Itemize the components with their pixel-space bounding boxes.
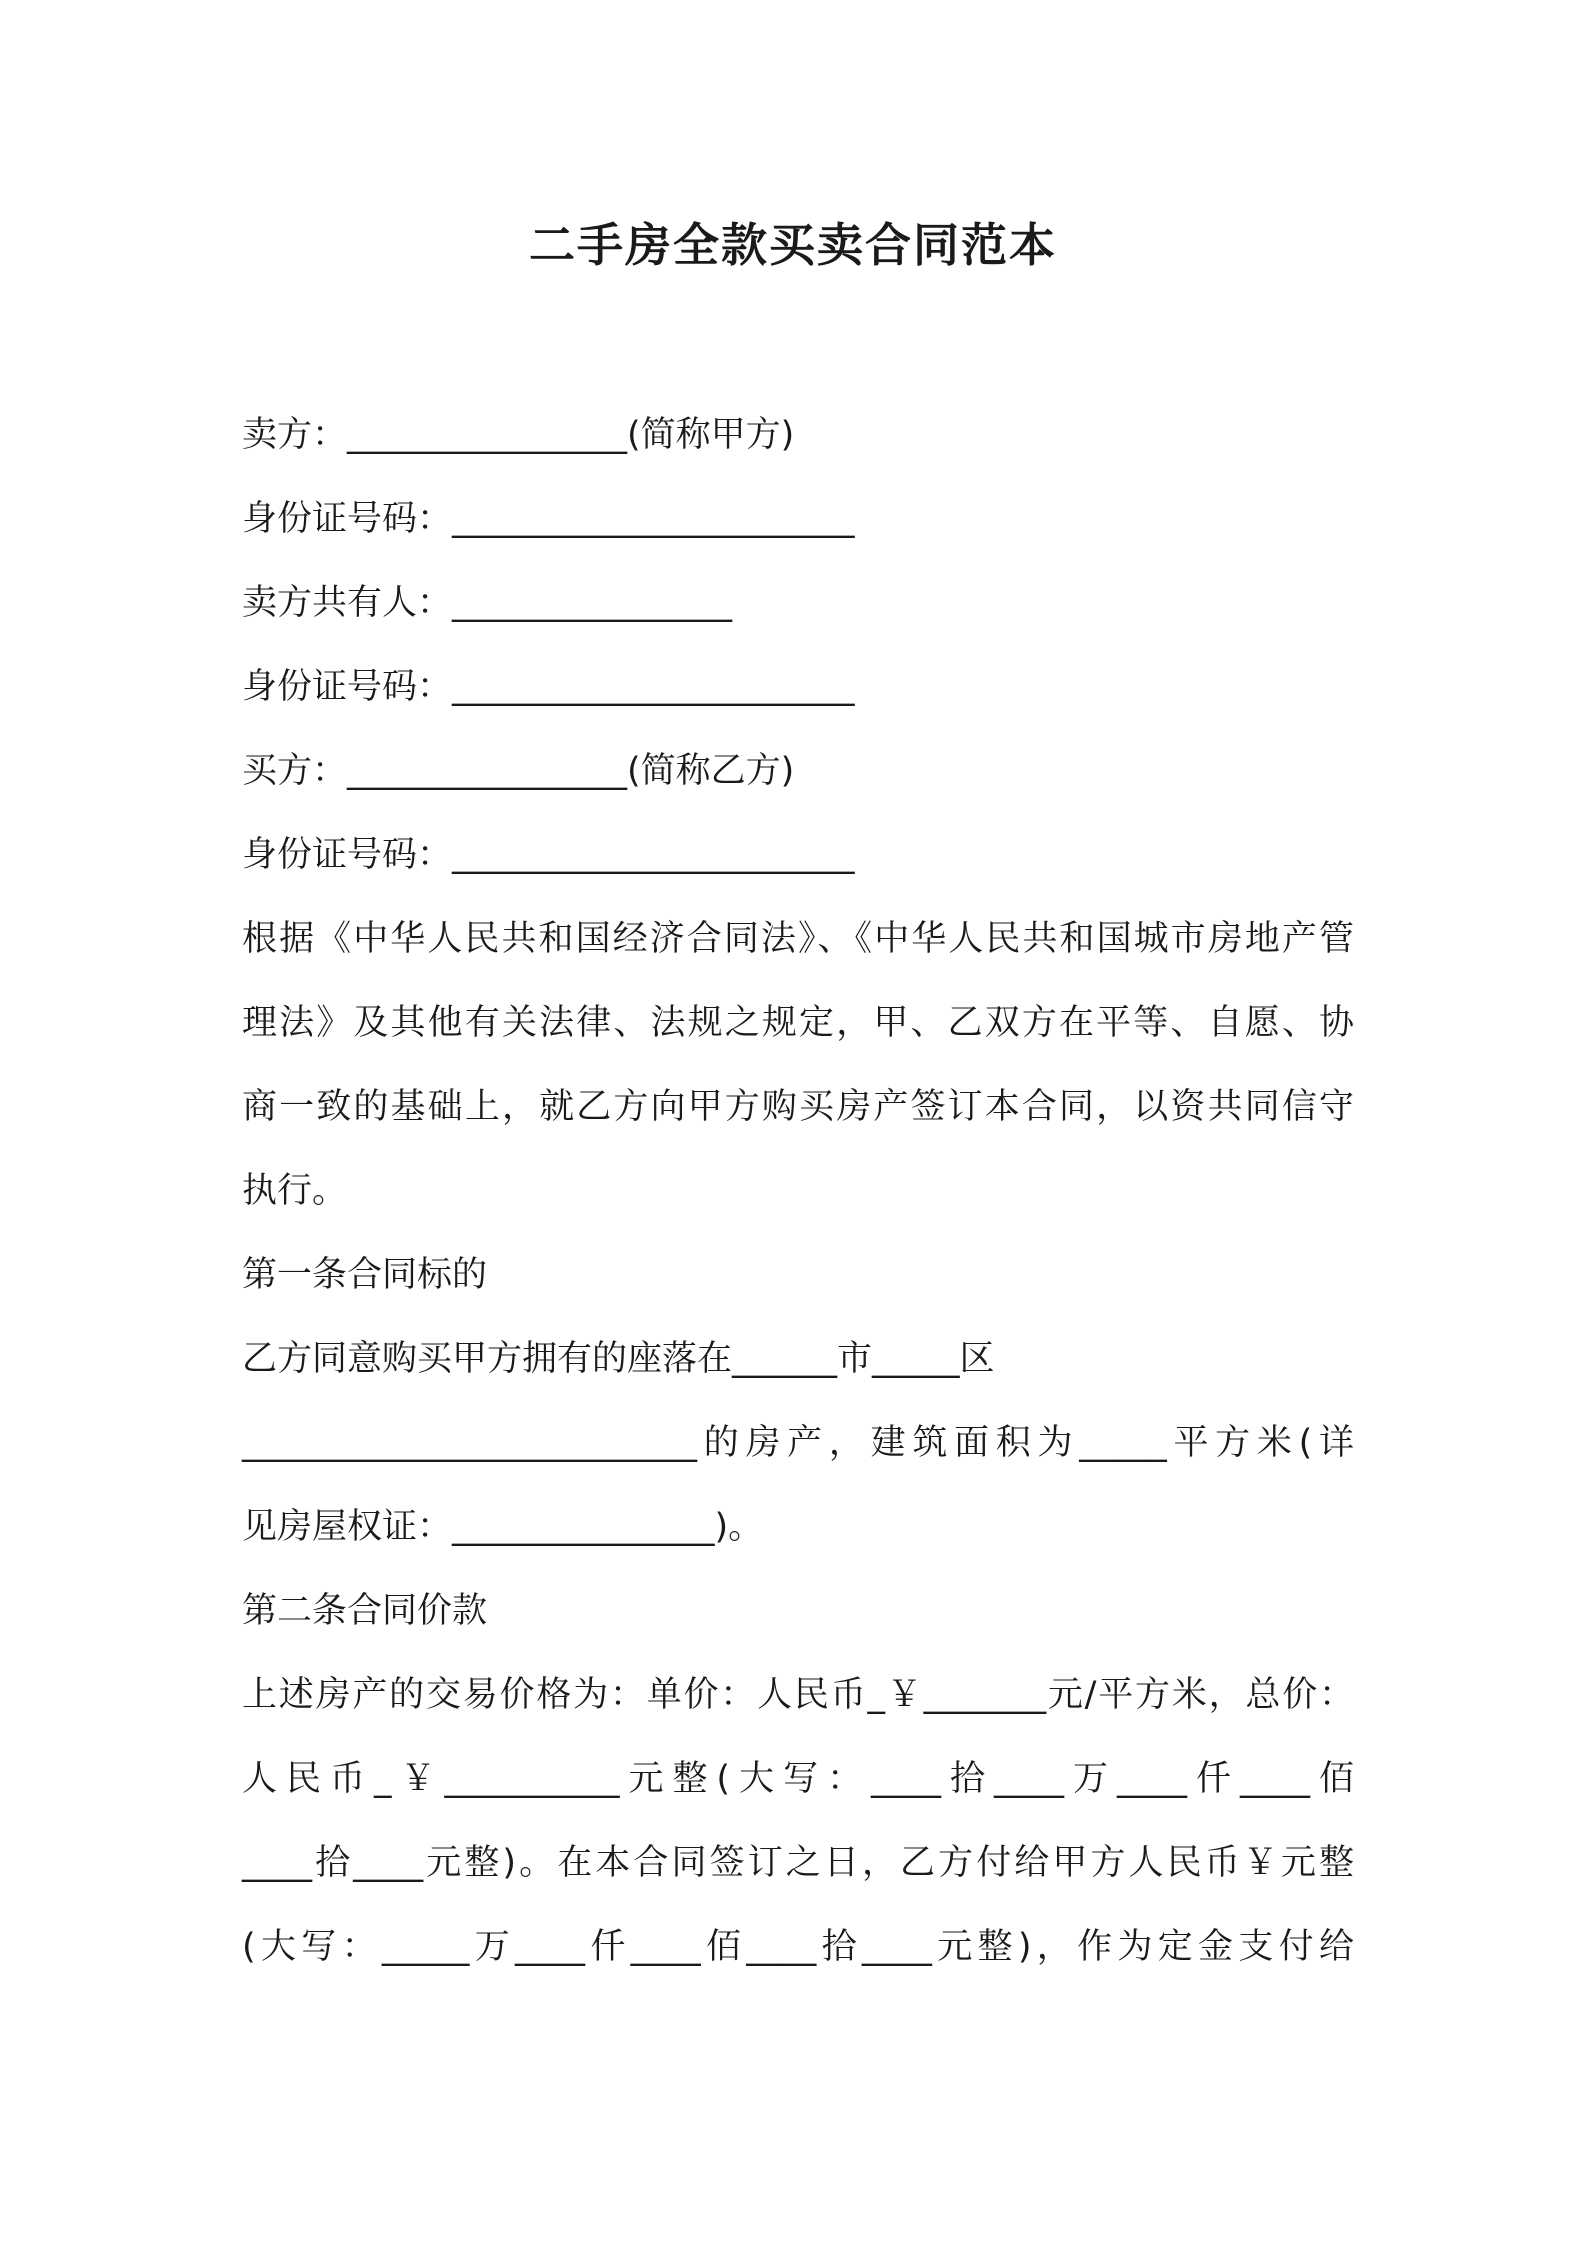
preamble-line: 商一致的基础上，就乙方向甲方购买房产签订本合同，以资共同信守 [242,1087,1354,1127]
preamble-line: 理法》及其他有关法律、法规之规定，甲、乙双方在平等、自愿、协 [242,1003,1354,1043]
article-2-line: (大写：_____万____仟____佰____拾____元整)，作为定金支付给 [242,1927,1354,1967]
preamble-line: 执行。 [242,1171,348,1211]
seller-line: 卖方：________________(简称甲方) [242,415,795,455]
article-2-line: ____拾____元整)。在本合同签订之日，乙方付给甲方人民币￥元整 [242,1843,1354,1883]
preamble-line: 根据《中华人民共和国经济合同法》、《中华人民共和国城市房地产管 [242,919,1354,959]
article-1-line: __________________________的房产，建筑面积为_____平方米(详 [242,1423,1354,1463]
article-1-heading: 第一条合同标的 [242,1255,488,1295]
buyer-id-line: 身份证号码：_______________________ [242,835,855,875]
article-2-line: 上述房产的交易价格为：单价：人民币_￥_______元/平方米，总价： [242,1675,1354,1715]
article-2-line: 人民币_￥__________元整(大写：____拾____万____仟____佰 [242,1759,1354,1799]
co-owner-line: 卖方共有人：________________ [242,583,733,623]
seller-id-line: 身份证号码：_______________________ [242,499,855,539]
article-2-heading: 第二条合同价款 [242,1591,488,1631]
article-1-line: 乙方同意购买甲方拥有的座落在______市_____区 [242,1339,995,1379]
article-1-line: 见房屋权证：_______________)。 [242,1507,764,1547]
co-owner-id-line: 身份证号码：_______________________ [242,667,855,707]
buyer-line: 买方：________________(简称乙方) [242,751,795,791]
document-title: 二手房全款买卖合同范本 [529,218,1057,272]
